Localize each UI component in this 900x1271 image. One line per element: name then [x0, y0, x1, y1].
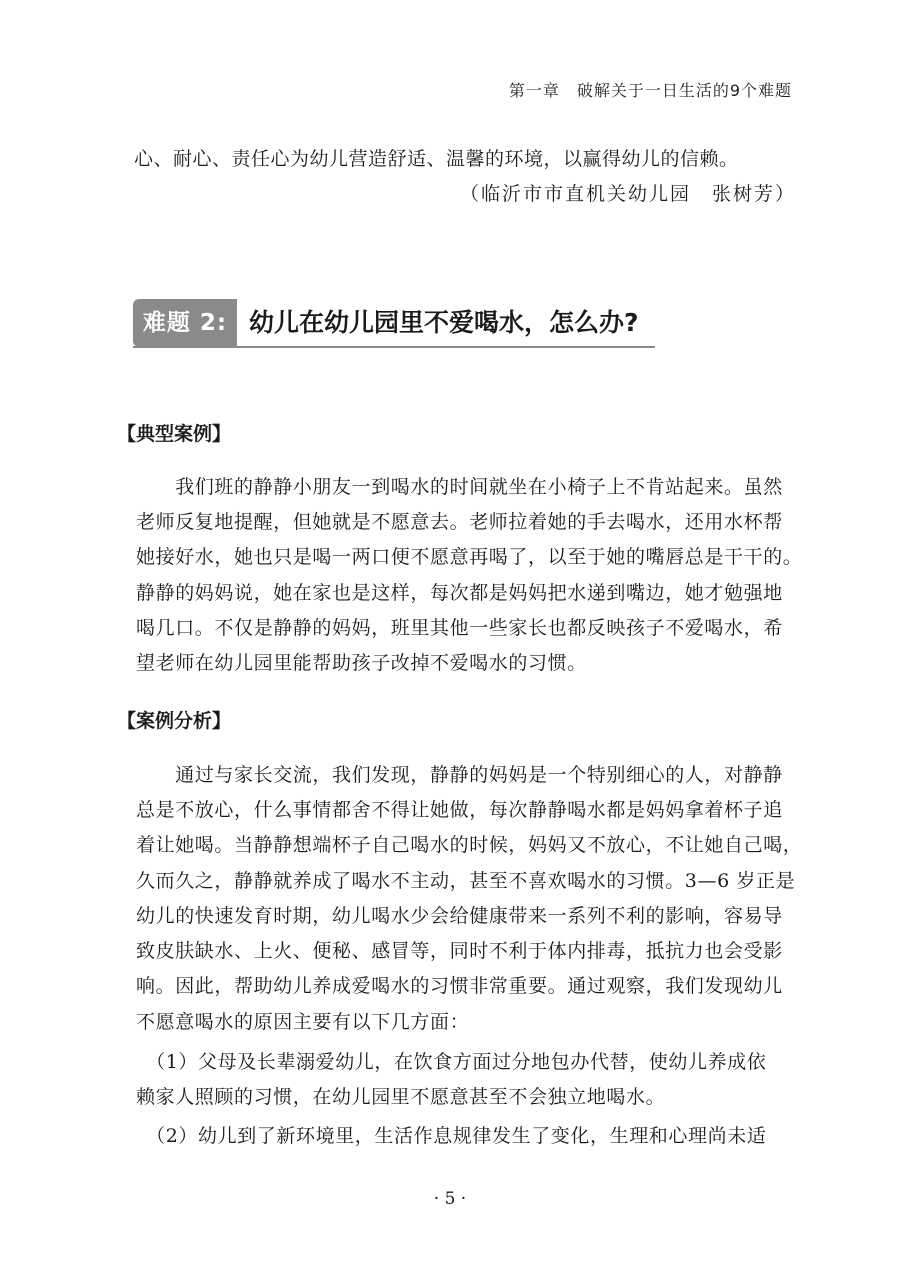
- attribution: （临沂市市直机关幼儿园 张树芳）: [459, 183, 796, 205]
- paragraph-line: （2）幼儿到了新环境里，生活作息规律发生了变化，生理和心理尚未适: [136, 1125, 767, 1147]
- problem-badge: 难题 2:: [133, 299, 237, 347]
- paragraph-line: 赖家人照顾的习惯，在幼儿园里不愿意甚至不会独立地喝水。: [136, 1086, 666, 1108]
- problem-heading: [133, 299, 655, 349]
- paragraph-line: 响。因此，帮助幼儿养成爱喝水的习惯非常重要。通过观察，我们发现幼儿: [136, 975, 783, 997]
- page-number: · 5 ·: [433, 1189, 467, 1209]
- paragraph-line: 望老师在幼儿园里能帮助孩子改掉不爱喝水的习惯。: [136, 652, 587, 674]
- paragraph-line: 着让她喝。当静静想端杯子自己喝水的时候，妈妈又不放心，不让她自己喝，: [136, 834, 803, 856]
- paragraph-line: （1）父母及长辈溺爱幼儿，在饮食方面过分地包办代替，使幼儿养成依: [136, 1051, 767, 1073]
- paragraph-line: 通过与家长交流，我们发现，静静的妈妈是一个特别细心的人，对静静: [136, 764, 783, 786]
- section-label-typical-case: 【典型案例】: [117, 423, 232, 445]
- paragraph-line: 静静的妈妈说，她在家也是这样，每次都是妈妈把水递到嘴边，她才勉强地: [136, 582, 783, 604]
- paragraph-line: 她接好水，她也只是喝一两口便不愿意再喝了，以至于她的嘴唇总是干干的。: [136, 546, 803, 568]
- paragraph-line: 老师反复地提醒，但她就是不愿意去。老师拉着她的手去喝水，还用水杯帮: [136, 511, 783, 533]
- intro-line: 心、耐心、责任心为幼儿营造舒适、温馨的环境，以赢得幼儿的信赖。: [134, 148, 739, 170]
- paragraph-line: 致皮肤缺水、上火、便秘、感冒等，同时不利于体内排毒，抵抗力也会受影: [136, 940, 783, 962]
- paragraph-line: 总是不放心，什么事情都舍不得让她做，每次静静喝水都是妈妈拿着杯子追: [136, 799, 783, 821]
- paragraph-line: 不愿意喝水的原因主要有以下几方面：: [136, 1011, 470, 1033]
- paragraph-line: 我们班的静静小朋友一到喝水的时间就坐在小椅子上不肯站起来。虽然: [136, 476, 783, 498]
- paragraph-line: 久而久之，静静就养成了喝水不主动，甚至不喜欢喝水的习惯。3—6 岁正是: [136, 870, 796, 892]
- paragraph-line: 幼儿的快速发育时期，幼儿喝水少会给健康带来一系列不利的影响，容易导: [136, 905, 783, 927]
- paragraph-line: 喝几口。不仅是静静的妈妈，班里其他一些家长也都反映孩子不爱喝水，希: [136, 617, 783, 639]
- problem-title: 幼儿在幼儿园里不爱喝水，怎么办?: [249, 308, 639, 337]
- heading-underline: [133, 346, 655, 348]
- running-head: 第一章 破解关于一日生活的9个难题: [508, 81, 792, 100]
- section-label-case-analysis: 【案例分析】: [117, 710, 232, 732]
